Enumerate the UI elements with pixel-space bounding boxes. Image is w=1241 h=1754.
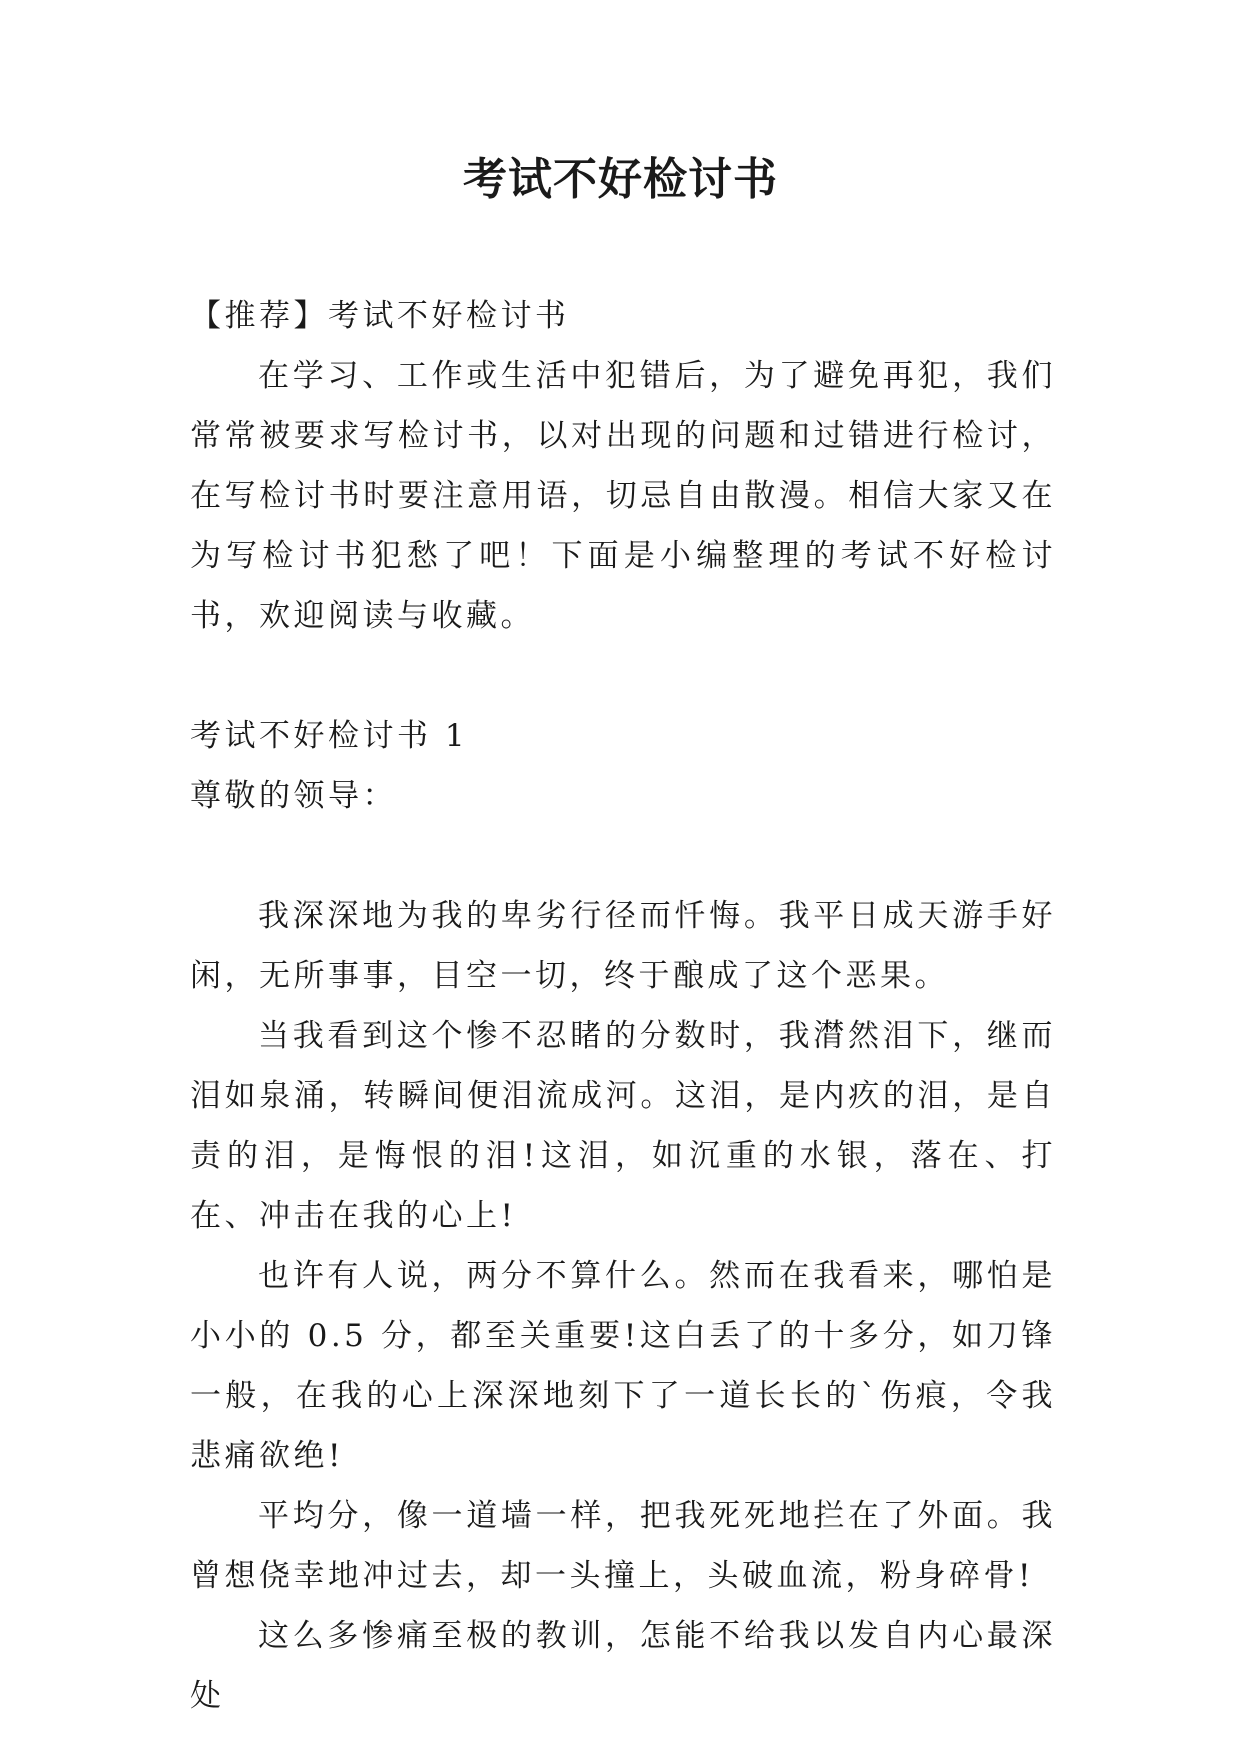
body-paragraph: 也许有人说，两分不算什么。然而在我看来，哪怕是小小的 0.5 分，都至关重要!这白丢了的十多分，如刀锋一般，在我的心上深深地刻下了一道长长的`伤痕，令我悲痛欲绝! xyxy=(190,1258,1056,1474)
spacer xyxy=(190,646,1056,706)
document-body xyxy=(190,286,1056,1726)
document-title: 考试不好检讨书 xyxy=(463,154,778,205)
body-paragraph: 平均分，像一道墙一样，把我死死地拦在了外面。我曾想侥幸地冲过去，却一头撞上，头破血流，粉身碎骨! xyxy=(190,1498,1056,1594)
body-paragraph: 这么多惨痛至极的教训，怎能不给我以发自内心最深处 xyxy=(190,1618,1056,1714)
spacer xyxy=(190,826,1056,886)
body-paragraph: 当我看到这个惨不忍睹的分数时，我潸然泪下，继而泪如泉涌，转瞬间便泪流成河。这泪，是内疚的泪，是自责的泪，是悔恨的泪!这泪，如沉重的水银，落在、打在、冲击在我的心上! xyxy=(190,1018,1056,1234)
body-paragraph: 我深深地为我的卑劣行径而忏悔。我平日成天游手好闲，无所事事，目空一切，终于酿成了这个恶果。 xyxy=(190,898,1056,994)
recommend-line: 【推荐】考试不好检讨书 xyxy=(190,298,570,334)
section-heading: 考试不好检讨书 1 xyxy=(190,718,469,754)
intro-paragraph: 在学习、工作或生活中犯错后，为了避免再犯，我们常常被要求写检讨书，以对出现的问题和过错进行检讨，在写检讨书时要注意用语，切忌自由散漫。相信大家又在为写检讨书犯愁了吧！下面是小编整理的考试不好检讨书，欢迎阅读与收藏。 xyxy=(190,358,1056,634)
salutation: 尊敬的领导： xyxy=(190,778,397,814)
